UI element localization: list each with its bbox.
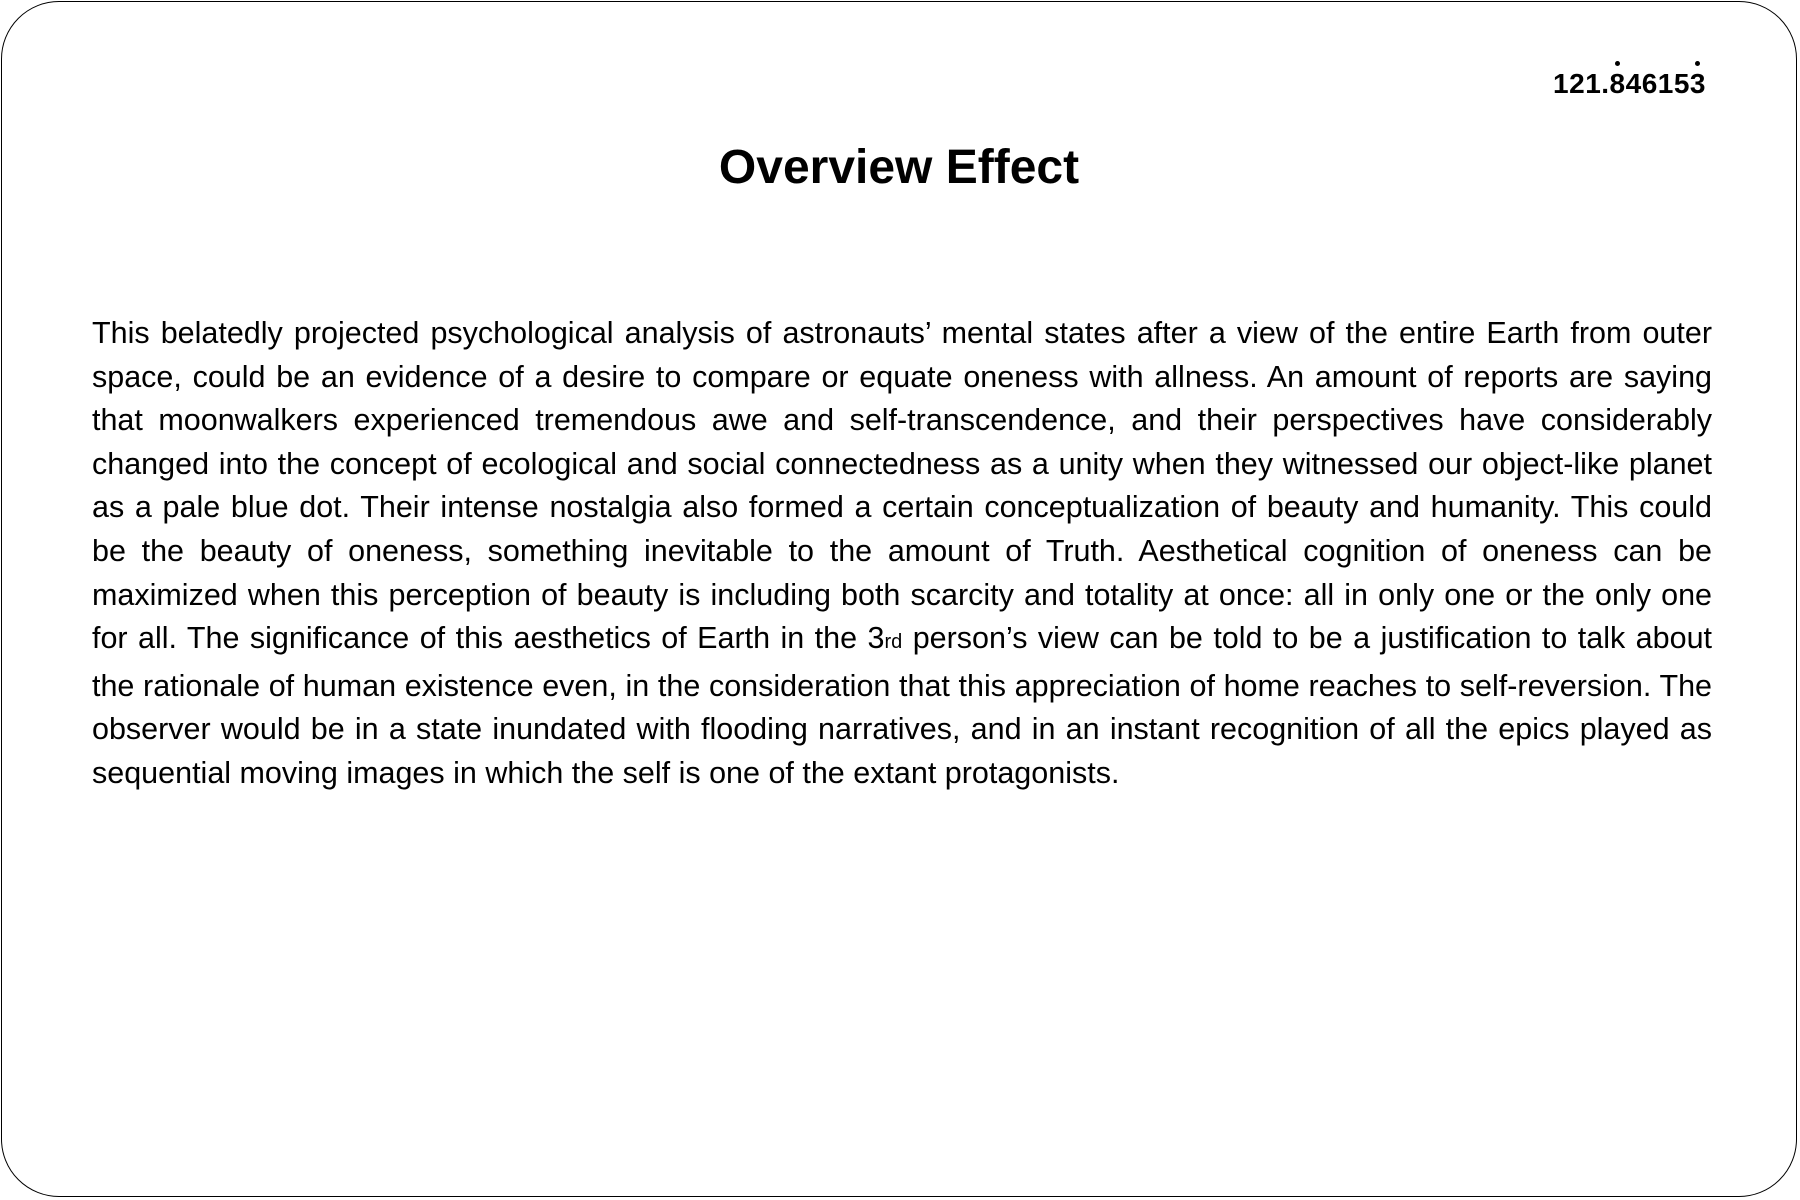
- slide-card: [1, 1, 1797, 1197]
- page-number-repeating-digit-start: 8: [1609, 68, 1626, 99]
- page-number-repeating-digit-end: 3: [1689, 68, 1706, 99]
- body-paragraph-part1: This belatedly projected psychological analysis of astronauts’ mental states after a view of the entire Earth from outer space, could be an evidence of a desire to compare or equate oneness with allness. An amount of reports are saying that moonwalkers experienced tremendous awe and self-transcendence, and their perspectives have considerably changed into the concept of ecological and social connectedness as a unity when they witnessed our object-like planet as a pale blue dot. Their intense nostalgia also formed a certain conceptualization of beauty and humanity. This could be the beauty of oneness, something inevitable to the amount of Truth. Aesthetical cognition of oneness can be maximized when this perception of beauty is including both scarcity and totality at once: all in only one or the only one for all. The significance of this aesthetics of Earth in the 3: [92, 316, 1712, 656]
- ordinal-suffix: rd: [884, 631, 903, 654]
- page-number-middle: 4615: [1625, 68, 1690, 99]
- page-number: [1553, 70, 1706, 98]
- page-number-prefix: 121.: [1553, 68, 1610, 99]
- body-paragraph: [92, 312, 1712, 796]
- page-title: Overview Effect: [718, 141, 1080, 194]
- body-paragraph-part2: person’s view can be told to be a justification to talk about the rationale of human existence even, in the consideration that this appreciation of home reaches to self-reversion. The observer would be in a state inundated with flooding narratives, and in an instant recognition of all the epics played as sequential moving images in which the self is one of the extant protagonists.: [92, 621, 1713, 790]
